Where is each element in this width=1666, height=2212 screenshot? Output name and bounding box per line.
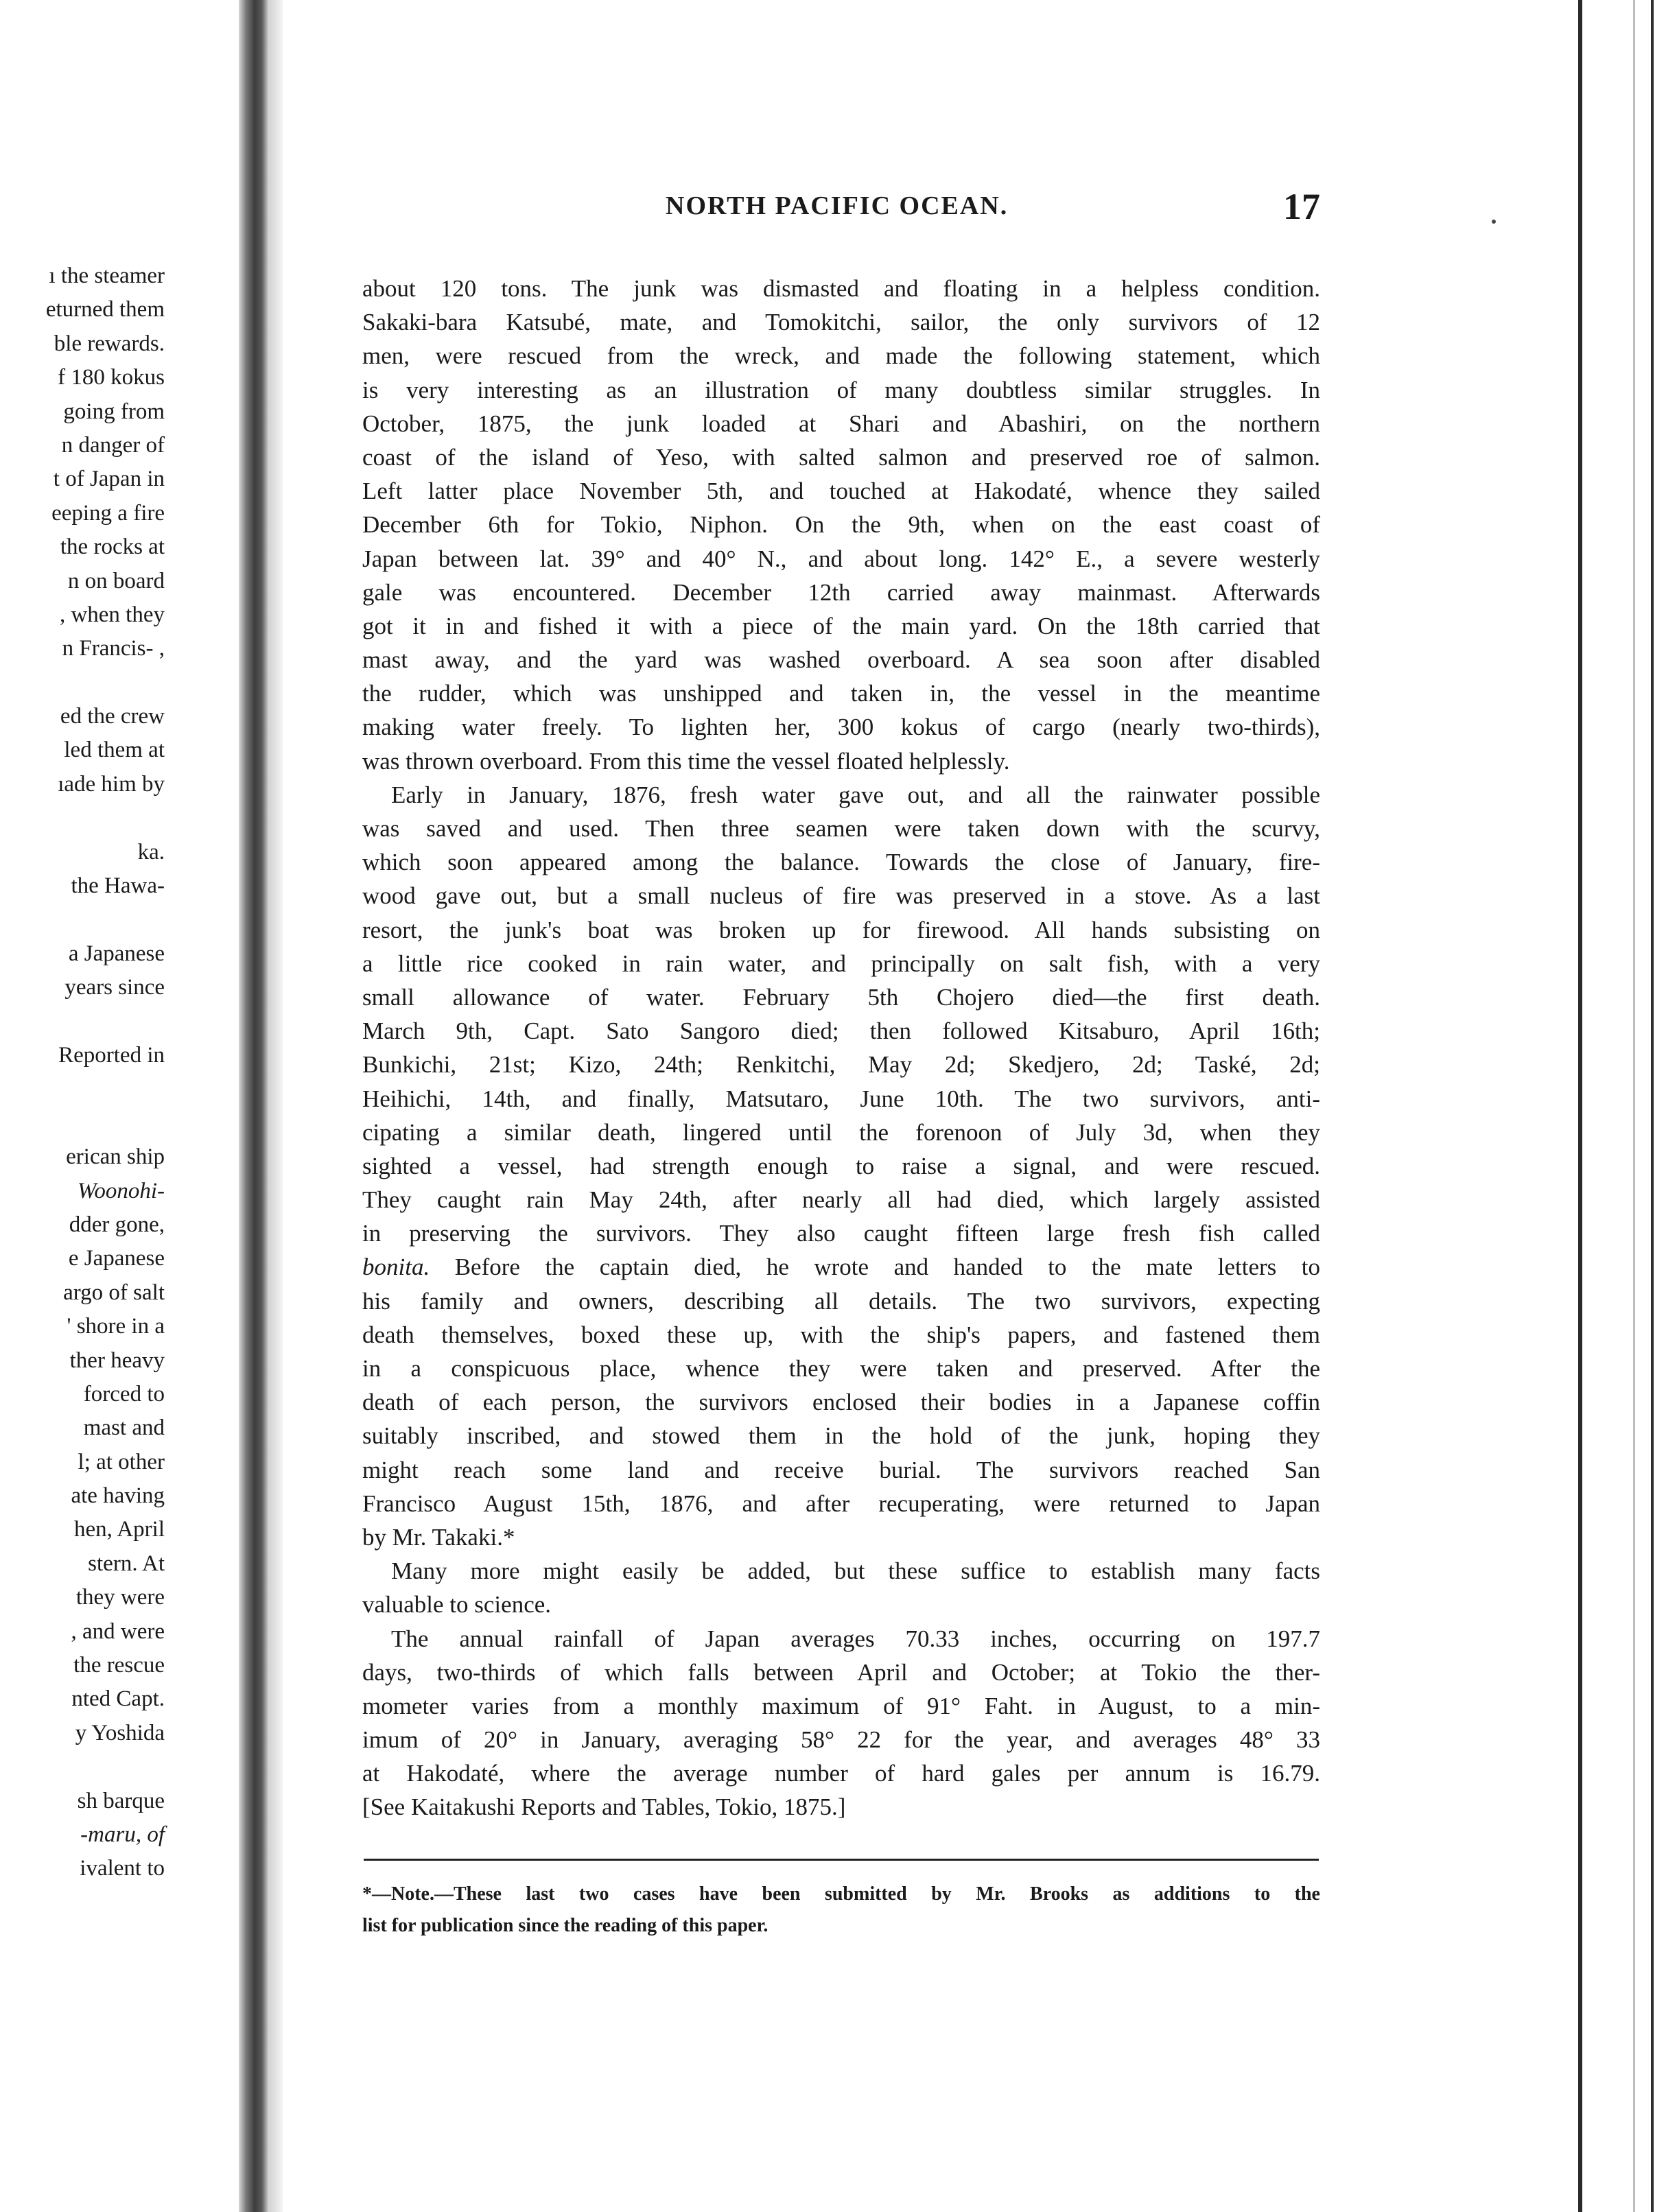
text-line: gale was encountered. December 12th carried away mainmast. Afterwards [362,578,1320,606]
text-line: is very interesting as an illustration of many doubtless similar struggles. In [362,376,1320,403]
text-line: [See Kaitakushi Reports and Tables, Tokio, 1875.] [362,1793,846,1821]
paragraph [362,272,1320,778]
text-line: his family and owners, describing all details. The two survivors, expecting [362,1287,1320,1315]
text-line: men, were rescued from the wreck, and made the following statement, which [362,342,1320,370]
text-line: in a conspicuous place, whence they were taken and preserved. After the [362,1355,1320,1382]
body-text [362,272,1320,1824]
left-page-line: n danger of [61,432,165,458]
text-line: death themselves, boxed these up, with the ship's papers, and fastened them [362,1321,1320,1348]
italic-term: bonita. [362,1254,430,1281]
footnote [362,1879,1320,1942]
left-page-line: , when they [59,602,165,627]
text-line: at Hakodaté, where the average number of hard gales per annum is 16.79. [362,1760,1320,1787]
text-line: Early in January, 1876, fresh water gave out, and all the rainwater possible [391,781,1320,808]
text-line: They caught rain May 24th, after nearly all had died, which largely assisted [362,1186,1320,1214]
left-page-line: years since [64,975,165,1000]
text-line: making water freely. To lighten her, 300 kokus of cargo (nearly two-thirds), [362,714,1320,741]
page-edge-line-faint [1633,0,1635,2212]
text-line: might reach some land and receive burial. The survivors reached San [362,1456,1320,1483]
left-page-line: Woonohi- [77,1178,165,1203]
gutter-shadow [268,0,283,2212]
text-line: in preserving the survivors. They also caught fifteen large fresh fish called [362,1220,1320,1247]
left-page-line: going from [63,399,165,424]
left-page-line: forced to [83,1381,165,1407]
text-line: Left latter place November 5th, and touched at Hakodaté, whence they sailed [362,478,1320,505]
text-line: October, 1875, the junk loaded at Shari and Abashiri, on the northern [362,410,1320,437]
left-page-line: the Hawa- [71,873,165,899]
left-page-line: the rescue [73,1653,165,1678]
left-page-line: stern. At [88,1551,165,1576]
text-line: March 9th, Capt. Sato Sangoro died; then followed Kitsaburo, April 16th; [362,1017,1320,1045]
text-line: resort, the junk's boat was broken up for firewood. All hands subsisting on [362,916,1320,943]
page-edge-line-outer [1651,0,1654,2212]
left-page-line [0,1072,165,1106]
left-page-line: the rocks at [60,534,165,560]
left-page-line: e Japanese [68,1246,165,1271]
text-line: cipating a similar death, lingered until the forenoon of July 3d, when they [362,1118,1320,1146]
left-page-line [0,666,165,700]
left-page-line: mast and [83,1415,165,1441]
left-page-line: ivalent to [80,1856,165,1881]
text-line: the rudder, which was unshipped and taken in, the vessel in the meantime [362,680,1320,707]
left-page-line: nted Capt. [71,1686,165,1712]
left-page-line: ble rewards. [54,331,165,356]
left-page-line: argo of salt [63,1280,165,1305]
left-page-line: f 180 kokus [58,365,165,390]
left-page-line: ıade him by [58,771,165,797]
left-page-line: , and were [71,1619,165,1644]
left-page-line: ka. [137,839,165,864]
footnote-rule [364,1859,1319,1861]
left-page-line: hen, April [74,1517,165,1542]
footnote-line: *—Note.—These last two cases have been submitted by Mr. Brooks as additions to the [362,1883,1320,1905]
left-page-line: ı the steamer [49,263,165,288]
left-page-line [0,1750,165,1784]
text-line: Bunkichi, 21st; Kizo, 24th; Renkitchi, May 2d; Skedjero, 2d; Taské, 2d; [362,1051,1320,1079]
text-line: days, two-thirds of which falls between April and October; at Tokio the ther- [362,1658,1320,1686]
left-page-line: n on board [67,568,165,593]
text-line: about 120 tons. The junk was dismasted and floating in a helpless condition. [362,275,1320,302]
left-page-line: eturned them [45,297,165,322]
left-page-line: a Japanese [68,941,165,966]
left-page-line [0,801,165,835]
text-line: valuable to science. [362,1591,552,1619]
left-page-line [0,903,165,937]
left-page-line: dder gone, [69,1212,165,1237]
text-line: Francisco August 15th, 1876, and after recuperating, were returned to Japan [362,1490,1320,1517]
text-line: sighted a vessel, had strength enough to raise a signal, and were rescued. [362,1152,1320,1179]
text-line: which soon appeared among the balance. Towards the close of January, fire- [362,849,1320,876]
left-page-line [0,1005,165,1039]
text-line: Heihichi, 14th, and finally, Matsutaro, June 10th. The two survivors, anti- [362,1085,1320,1112]
text-line: wood gave out, but a small nucleus of fire was preserved in a stove. As a last [362,882,1320,910]
paragraph [362,778,1320,1554]
left-page-line: sh barque [77,1788,165,1813]
left-page-text-column [0,259,165,1886]
left-facing-page [0,0,239,2212]
footnote-line: list for publication since the reading of this paper. [362,1915,769,1936]
text-line: coast of the island of Yeso, with salted salmon and preserved roe of salmon. [362,443,1320,471]
left-page-line: eeping a fire [51,500,165,526]
text-line: was thrown overboard. From this time the vessel floated helplessly. [362,747,1010,775]
left-page-line: ' shore in a [67,1314,165,1339]
book-gutter [239,0,268,2212]
left-page-line: ed the crew [60,704,165,729]
text-line: small allowance of water. February 5th Chojero died—the first death. [362,983,1320,1011]
ink-speck [1492,220,1496,224]
running-head: NORTH PACIFIC OCEAN. [666,191,1009,220]
text-line: December 6th for Tokio, Niphon. On the 9th, when on the east coast of [362,511,1320,539]
text-line: Japan between lat. 39° and 40° N., and about long. 142° E., a severe westerly [362,545,1320,572]
text-line: by Mr. Takaki.* [362,1523,515,1551]
text-line: imum of 20° in January, averaging 58° 22 for the year, and averages 48° 33 [362,1726,1320,1754]
left-page-line: ther heavy [69,1348,165,1373]
left-page-line: they were [75,1585,165,1610]
left-page-line: Reported in [58,1042,165,1068]
text-line: a little rice cooked in rain water, and principally on salt fish, with a very [362,950,1320,977]
text-line: Many more might easily be added, but these suffice to establish many facts [391,1557,1320,1585]
left-page-line: l; at other [78,1449,165,1474]
left-page-line: led them at [64,738,165,763]
text-line: mometer varies from a monthly maximum of 91° Faht. in August, to a min- [362,1692,1320,1719]
paragraph [362,1554,1320,1621]
text-line: mast away, and the yard was washed overboard. A sea soon after disabled [362,646,1320,674]
left-page-line: y Yoshida [75,1720,165,1745]
left-page-line: ate having [71,1483,165,1509]
page-edge-line [1578,0,1582,2212]
paragraph [362,1622,1320,1824]
page-number: 17 [1283,186,1320,227]
text-line: suitably inscribed, and stowed them in the hold of the junk, hoping they [362,1422,1320,1450]
text-line: The annual rainfall of Japan averages 70.33 inches, occurring on 197.7 [391,1625,1320,1652]
text-line: bonita. Before the captain died, he wrote and handed to the mate letters to [362,1254,1320,1281]
text-line: Sakaki-bara Katsubé, mate, and Tomokitchi, sailor, the only survivors of 12 [362,309,1320,336]
left-page-line: n Francis- , [62,636,165,661]
text-line: was saved and used. Then three seamen were taken down with the scurvy, [362,815,1320,842]
left-page-line: erican ship [66,1144,165,1170]
left-page-line: t of Japan in [53,467,165,492]
left-page-line: -maru, of [80,1822,165,1847]
text-line: death of each person, the survivors enclosed their bodies in a Japanese coffin [362,1389,1320,1416]
left-page-line [0,1107,165,1140]
text-line: got it in and fished it with a piece of the main yard. On the 18th carried that [362,612,1320,639]
